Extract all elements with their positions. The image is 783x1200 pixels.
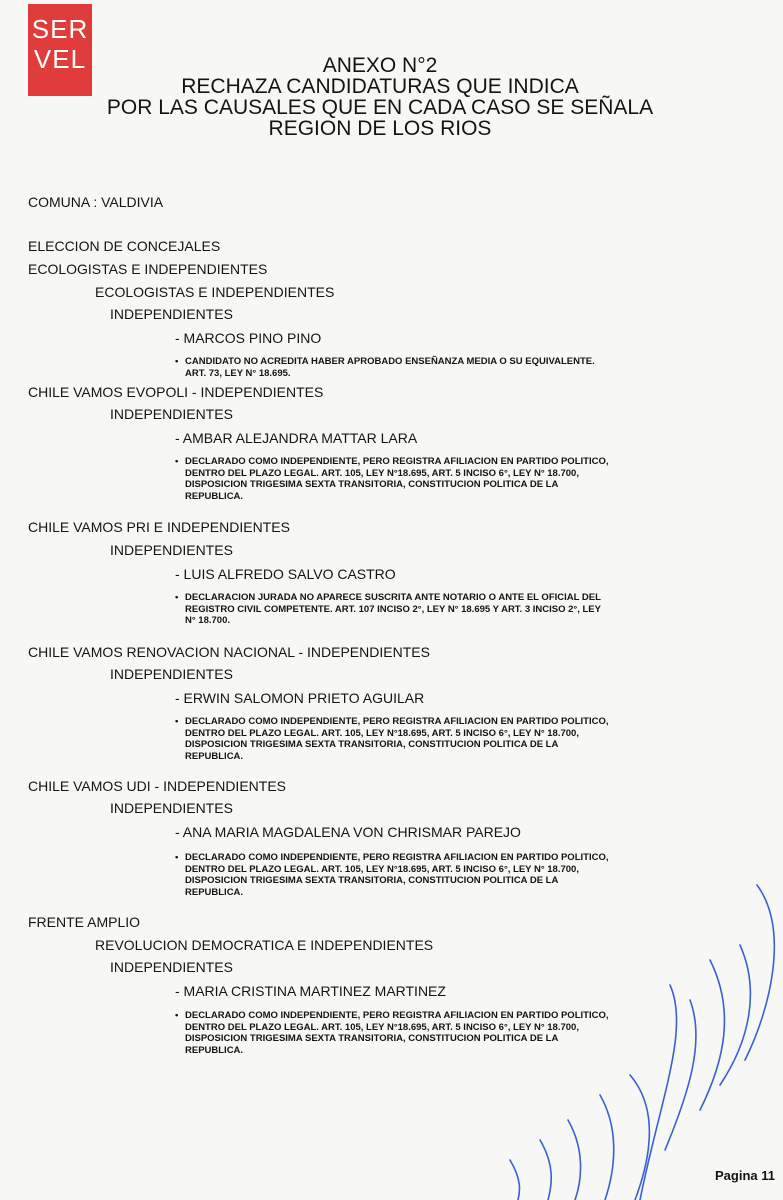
logo-line-1: SER	[31, 14, 89, 44]
candidate-name: - MARCOS PINO PINO	[175, 330, 322, 346]
candidate-name: - ERWIN SALOMON PRIETO AGUILAR	[175, 690, 425, 706]
candidate-type: INDEPENDIENTES	[110, 542, 233, 558]
header-line-4: REGION DE LOS RIOS	[268, 117, 492, 140]
party-name: REVOLUCION DEMOCRATICA E INDEPENDIENTES	[95, 937, 434, 953]
candidate-name: - LUIS ALFREDO SALVO CASTRO	[175, 566, 396, 582]
pact-name: CHILE VAMOS UDI - INDEPENDIENTES	[28, 778, 287, 794]
header-line-1: ANEXO N°2	[322, 54, 438, 77]
pact-name: ECOLOGISTAS E INDEPENDIENTES	[28, 261, 268, 277]
rejection-cause: • DECLARADO COMO INDEPENDIENTE, PERO REGISTRA AFILIACION EN PARTIDO POLITICO, DENTRO DEL PLAZO LEGAL. ART. 105, LEY N°18.695, ART. 5 INCISO 6°, LEY N° 18.700, DISPOSICION TRIGESIMA SEXTA TRANSITORIA, CONSTITUCION POLITICA DE LA REPUBLICA.	[175, 852, 609, 898]
candidate-name: - AMBAR ALEJANDRA MATTAR LARA	[175, 430, 418, 446]
candidate-name: - MARIA CRISTINA MARTINEZ MARTINEZ	[175, 983, 446, 999]
pact-name: CHILE VAMOS EVOPOLI - INDEPENDIENTES	[28, 384, 324, 400]
pact-name: CHILE VAMOS PRI E INDEPENDIENTES	[28, 519, 290, 535]
rejection-cause: • DECLARADO COMO INDEPENDIENTE, PERO REGISTRA AFILIACION EN PARTIDO POLITICO, DENTRO DEL PLAZO LEGAL. ART. 105, LEY N°18.695, ART. 5 INCISO 6°, LEY N° 18.700, DISPOSICION TRIGESIMA SEXTA TRANSITORIA, CONSTITUCION POLITICA DE LA REPUBLICA.	[175, 1010, 609, 1056]
rejection-cause: • DECLARADO COMO INDEPENDIENTE, PERO REGISTRA AFILIACION EN PARTIDO POLITICO, DENTRO DEL PLAZO LEGAL. ART. 105, LEY N°18.695, ART. 5 INCISO 6°, LEY N° 18.700, DISPOSICION TRIGESIMA SEXTA TRANSITORIA, CONSTITUCION POLITICA DE LA REPUBLICA.	[175, 456, 609, 502]
rejection-cause: • DECLARADO COMO INDEPENDIENTE, PERO REGISTRA AFILIACION EN PARTIDO POLITICO, DENTRO DEL PLAZO LEGAL. ART. 105, LEY N°18.695, ART. 5 INCISO 6°, LEY N° 18.700, DISPOSICION TRIGESIMA SEXTA TRANSITORIA, CONSTITUCION POLITICA DE LA REPUBLICA.	[175, 716, 609, 762]
candidate-type: INDEPENDIENTES	[110, 959, 233, 975]
candidate-name: - ANA MARIA MAGDALENA VON CHRISMAR PAREJO	[175, 824, 521, 840]
header-line-3: POR LAS CAUSALES QUE EN CADA CASO SE SEÑALA	[106, 96, 654, 119]
candidate-type: INDEPENDIENTES	[110, 406, 233, 422]
comuna-label: COMUNA : VALDIVIA	[28, 194, 164, 210]
candidate-type: INDEPENDIENTES	[110, 306, 233, 322]
candidate-type: INDEPENDIENTES	[110, 800, 233, 816]
pact-name: CHILE VAMOS RENOVACION NACIONAL - INDEPENDIENTES	[28, 644, 430, 660]
header-line-2: RECHAZA CANDIDATURAS QUE INDICA	[181, 75, 579, 98]
candidate-type: INDEPENDIENTES	[110, 666, 233, 682]
pact-name: FRENTE AMPLIO	[28, 914, 141, 930]
logo-line-2: VEL	[33, 44, 87, 74]
party-name: ECOLOGISTAS E INDEPENDIENTES	[95, 284, 335, 300]
document-header	[80, 55, 680, 139]
page-number: Pagina 11	[715, 1168, 775, 1183]
rejection-cause: • CANDIDATO NO ACREDITA HABER APROBADO ENSEÑANZA MEDIA O SU EQUIVALENTE. ART. 73, LEY N° 18.695.	[175, 356, 595, 379]
rejection-cause: • DECLARACION JURADA NO APARECE SUSCRITA ANTE NOTARIO O ANTE EL OFICIAL DEL REGISTRO CIVIL COMPETENTE. ART. 107 INCISO 2°, LEY N° 18.695 Y ART. 3 INCISO 2°, LEY N° 18.700.	[175, 592, 601, 626]
election-type: ELECCION DE CONCEJALES	[28, 238, 221, 254]
